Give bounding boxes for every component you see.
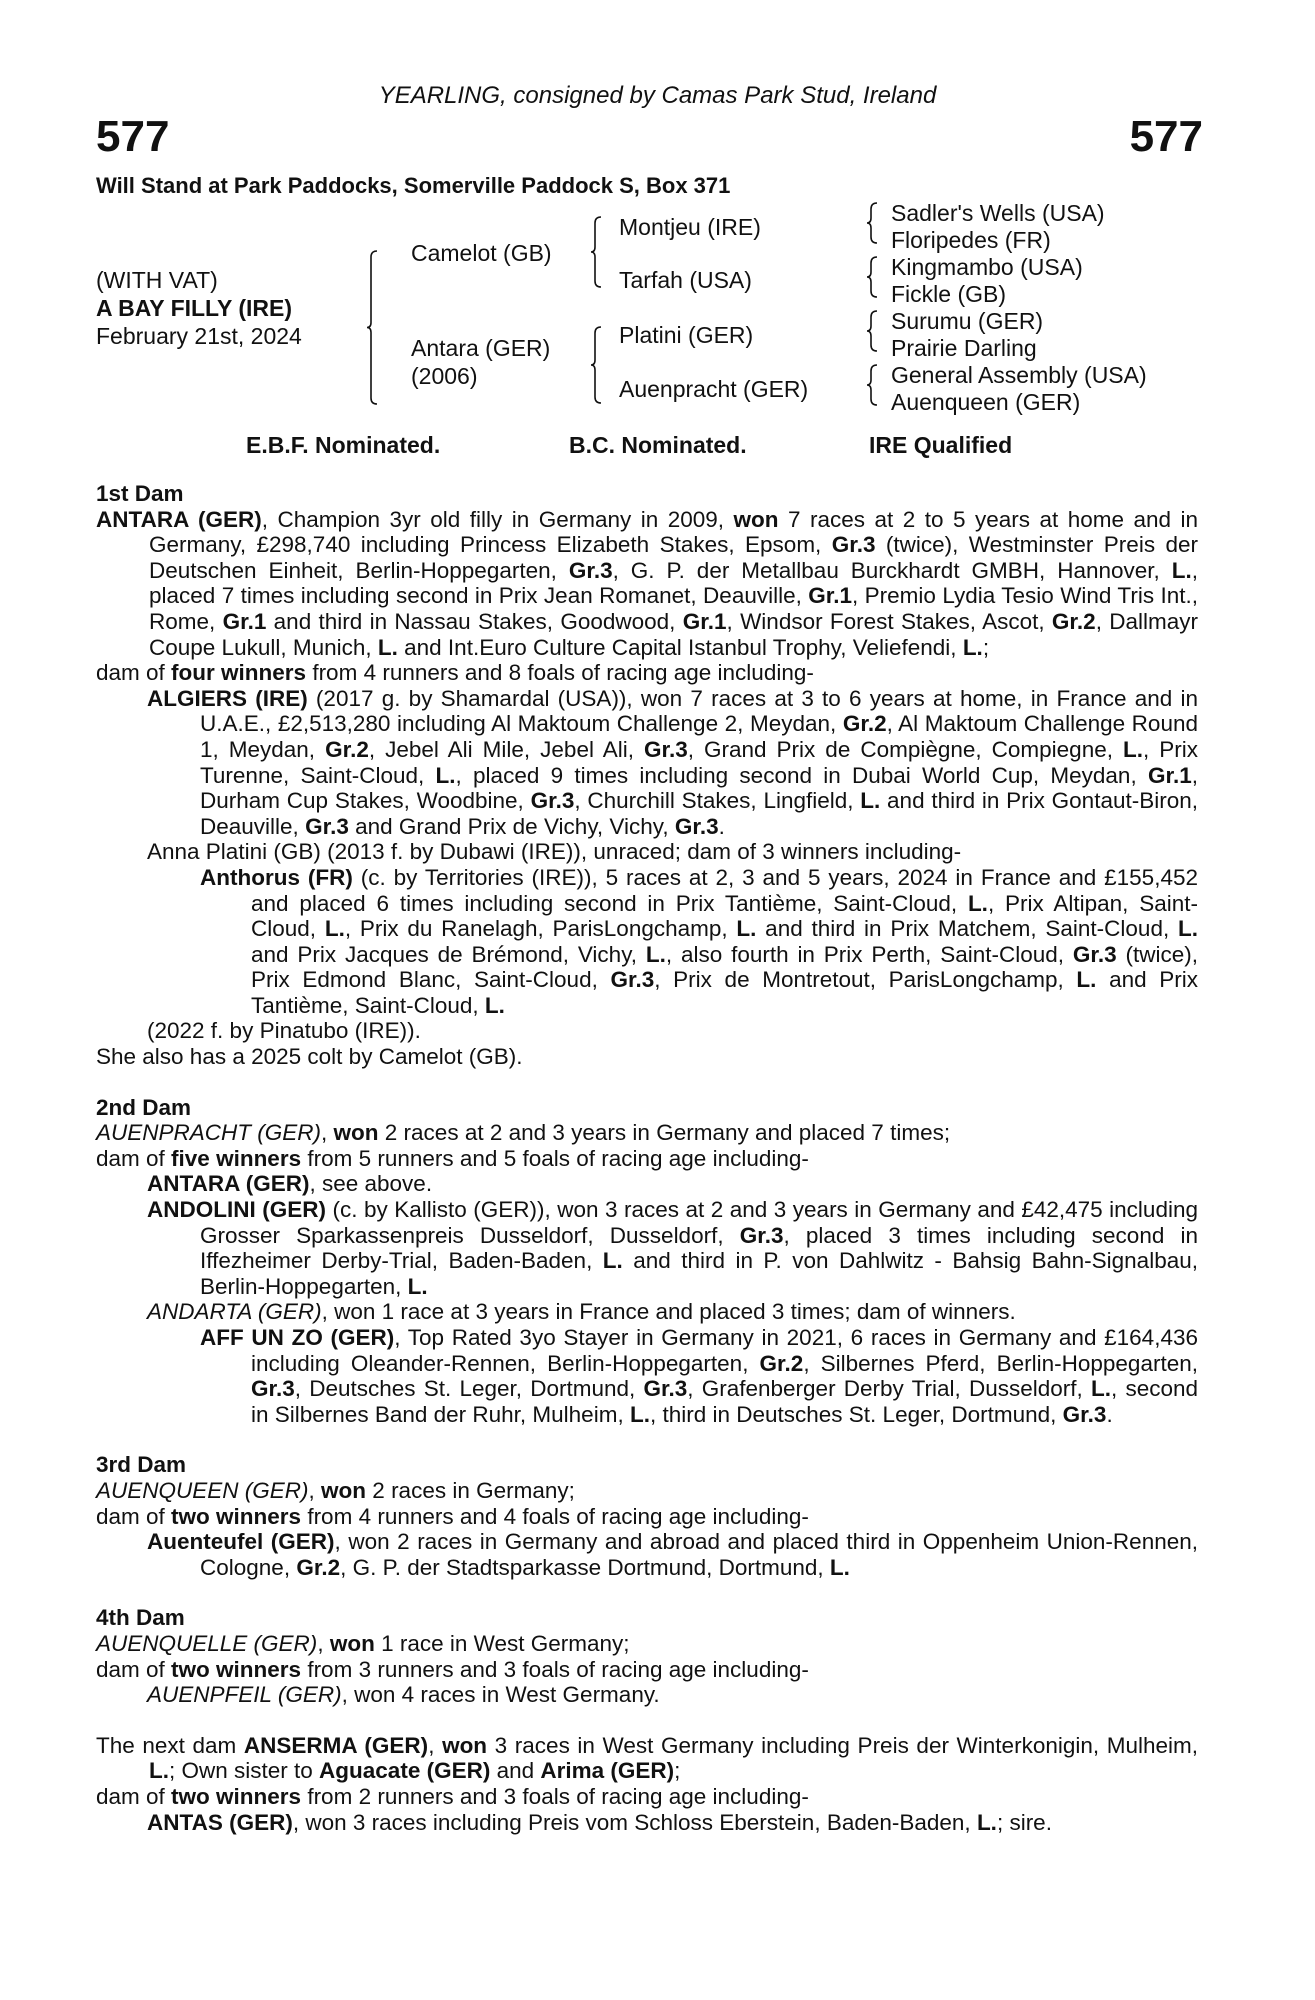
lot-number-right: 577 xyxy=(1129,112,1203,161)
great-grandparent: Fickle (GB) xyxy=(891,281,1006,307)
text: and Grand Prix de Vichy, Vichy, xyxy=(348,813,675,839)
pedigree-entry xyxy=(96,1631,1198,1657)
bold-text: Gr.3 xyxy=(305,813,349,839)
bold-text: Gr.2 xyxy=(296,1554,341,1580)
bold-text: ANSERMA (GER) xyxy=(243,1732,429,1758)
text: . xyxy=(718,813,725,839)
bold-text: Arima (GER) xyxy=(540,1758,675,1784)
great-grandparent: Auenqueen (GER) xyxy=(891,389,1081,415)
pedigree-entry xyxy=(96,839,1198,865)
bold-text: Gr.2 xyxy=(325,736,369,762)
text: Anna Platini (GB) (2013 f. by Dubawi (IRE)), unraced; dam of 3 winners including- xyxy=(147,839,962,865)
bold-text: Gr.3 xyxy=(1072,941,1117,967)
text: , see above. xyxy=(309,1171,433,1197)
text: from 4 runners and 8 foals of racing age including- xyxy=(306,660,814,686)
bold-text: L. xyxy=(435,762,456,788)
lot-number-left: 577 xyxy=(96,112,170,161)
great-grandparent: Surumu (GER) xyxy=(891,308,1044,334)
text: from 4 runners and 4 foals of racing age including- xyxy=(301,1503,809,1529)
bold-text: five winners xyxy=(171,1145,302,1171)
bold-text: Aguacate (GER) xyxy=(319,1758,491,1784)
text: (c. by Territories (IRE)), 5 races at 2, 3 and 5 years, 2024 in France and £155,452 and placed 6 times including second in Prix Tantième, Saint-Cloud, xyxy=(251,864,1198,916)
text: , xyxy=(321,1120,334,1146)
bold-text: L. xyxy=(324,916,345,942)
dam-dam: Auenpracht (GER) xyxy=(619,376,809,402)
text: ; xyxy=(674,1758,681,1784)
text: (twice), Prix Edmond Blanc, Saint-Cloud, xyxy=(251,941,1199,993)
text: from 5 runners and 5 foals of racing age including- xyxy=(301,1145,809,1171)
text: 3 races in West Germany including Preis der Winterkonigin, Mulheim, xyxy=(487,1732,1199,1758)
sire-sire: Montjeu (IRE) xyxy=(619,214,761,240)
section-heading: 4th Dam xyxy=(96,1605,185,1631)
bold-text: Gr.3 xyxy=(643,736,688,762)
bold-text: AFF UN ZO (GER) xyxy=(200,1325,395,1350)
section-heading: 2nd Dam xyxy=(96,1094,192,1120)
text: , Al Maktoum Challenge Round 1, Meydan, xyxy=(200,711,1198,762)
catalogue-subtitle: YEARLING, consigned by Camas Park Stud, Ireland xyxy=(378,82,937,109)
text: She also has a 2025 colt by Camelot (GB). xyxy=(96,1044,523,1070)
brace-2a xyxy=(590,216,604,288)
bold-text: L. xyxy=(645,941,666,967)
text: 1 race in West Germany; xyxy=(374,1630,630,1656)
text: The next dam xyxy=(96,1732,244,1758)
text: , placed 3 times including second in Iffezheimer Derby-Trial, Baden-Baden, xyxy=(200,1222,1198,1274)
italic-text: ANDARTA (GER) xyxy=(147,1299,322,1325)
bold-text: L. xyxy=(1171,557,1192,583)
bold-text: Gr.3 xyxy=(831,532,876,558)
vat-note: (WITH VAT) xyxy=(96,267,218,293)
horse-name: A BAY FILLY (IRE) xyxy=(96,295,292,321)
bold-text: ANTAS (GER) xyxy=(147,1809,293,1835)
sire-dam: Tarfah (USA) xyxy=(619,267,752,293)
bold-text: L. xyxy=(829,1554,850,1580)
text: dam of xyxy=(96,660,172,686)
italic-text: AUENPRACHT (GER) xyxy=(96,1120,322,1146)
text: , Grafenberger Derby Trial, Dusseldorf, xyxy=(687,1376,1091,1402)
text: , won 3 races including Preis vom Schloss Eberstein, Baden-Baden, xyxy=(292,1809,977,1835)
bold-text: L. xyxy=(1122,736,1143,762)
text: (2017 g. by Shamardal (USA)), won 7 races at 3 to 6 years at home, in France and in U.A.E., £2,513,280 including Al Maktoum Challenge 2, Meydan, xyxy=(200,685,1198,737)
great-grandparent: Floripedes (FR) xyxy=(891,227,1051,253)
bold-text: L. xyxy=(976,1809,997,1835)
brace-2b xyxy=(590,326,604,404)
bold-text: won xyxy=(442,1732,488,1758)
bold-text: Gr.1 xyxy=(1147,762,1192,788)
text: , Prix de Montretout, ParisLongchamp, xyxy=(654,967,1077,993)
brace-3a xyxy=(866,202,880,244)
text: from 2 runners and 3 foals of racing age including- xyxy=(301,1783,809,1809)
dam-sire: Platini (GER) xyxy=(619,322,754,348)
great-grandparent: Sadler's Wells (USA) xyxy=(891,200,1105,226)
pedigree-entry xyxy=(96,507,1198,661)
bold-text: L. xyxy=(736,916,757,942)
text: , Premio Lydia Tesio Wind Tris Int., Rome, xyxy=(149,583,1198,634)
bold-text: Gr.3 xyxy=(643,1376,688,1402)
text: , xyxy=(428,1732,443,1758)
pedigree-entry xyxy=(96,865,1198,1019)
bold-text: L. xyxy=(1076,967,1097,993)
bold-text: won xyxy=(329,1630,375,1656)
text: , Silbernes Pferd, Berlin-Hoppegarten, xyxy=(803,1350,1198,1376)
bold-text: ANDOLINI (GER) xyxy=(147,1197,326,1223)
text: , Windsor Forest Stakes, Ascot, xyxy=(726,608,1052,634)
bc-nomination: B.C. Nominated. xyxy=(569,432,747,458)
text: (2022 f. by Pinatubo (IRE)). xyxy=(147,1018,421,1044)
text: , G. P. der Metallbau Burckhardt GMBH, Hannover, xyxy=(612,557,1172,583)
text: and Int.Euro Culture Capital Istanbul Trophy, Veliefendi, xyxy=(397,634,963,660)
pedigree-entry xyxy=(96,1299,1198,1325)
text: 2 races in Germany; xyxy=(366,1477,575,1503)
bold-text: two winners xyxy=(171,1656,302,1682)
text: , Prix Altipan, Saint-Cloud, xyxy=(251,890,1198,942)
text: and xyxy=(490,1758,541,1784)
text: 7 races at 2 to 5 years at home and in Germany, £298,740 including Princess Elizabeth Stakes, Epsom, xyxy=(149,506,1198,558)
bold-text: L. xyxy=(860,788,881,814)
text: and third in Prix Gontaut-Biron, Deauville, xyxy=(200,788,1198,839)
bold-text: L. xyxy=(1090,1376,1111,1402)
bold-text: Gr.2 xyxy=(1051,608,1096,634)
bold-text: Gr.1 xyxy=(222,608,267,634)
section-heading: 1st Dam xyxy=(96,481,184,506)
bold-text: Gr.2 xyxy=(842,711,887,737)
text: , won 2 races in Germany and abroad and placed third in Oppenheim Union-Rennen, Cologne, xyxy=(200,1529,1198,1580)
dam-section xyxy=(96,481,1198,1070)
dam: Antara (GER) xyxy=(411,335,551,361)
ebf-nomination: E.B.F. Nominated. xyxy=(246,432,441,458)
text: , second in Silbernes Band der Ruhr, Mulheim, xyxy=(251,1376,1198,1427)
text: , Dallmayr Coupe Lukull, Munich, xyxy=(149,608,1199,660)
bold-text: L. xyxy=(962,634,983,660)
text: dam of xyxy=(96,1145,172,1171)
text: , xyxy=(317,1630,330,1656)
text: ; xyxy=(982,634,990,660)
brace-3b xyxy=(866,256,880,298)
pedigree-entry xyxy=(96,1325,1198,1427)
text: and third in Prix Matchem, Saint-Cloud, xyxy=(756,916,1178,942)
text: , also fourth in Prix Perth, Saint-Cloud, xyxy=(665,941,1073,967)
brace-1 xyxy=(366,250,380,405)
text: ; sire. xyxy=(996,1809,1052,1835)
text: 2 races at 2 and 3 years in Germany and placed 7 times; xyxy=(378,1120,951,1146)
bold-text: L. xyxy=(967,890,988,916)
text: , Grand Prix de Compiègne, Compiegne, xyxy=(687,736,1123,762)
dam-section xyxy=(96,1452,1198,1580)
bold-text: Gr.3 xyxy=(674,813,719,839)
text: and Prix Jacques de Brémond, Vichy, xyxy=(251,941,646,967)
dam-section xyxy=(96,1605,1198,1707)
text: , placed 9 times including second in Dubai World Cup, Meydan, xyxy=(455,762,1148,788)
pedigree-entry xyxy=(96,1784,1198,1810)
great-grandparent: Kingmambo (USA) xyxy=(891,254,1083,280)
pedigree-entry xyxy=(96,1044,1198,1070)
bold-text: won xyxy=(321,1477,367,1503)
text: , placed 7 times including second in Prix Jean Romanet, Deauville, xyxy=(149,557,1198,609)
bold-text: Gr.3 xyxy=(568,557,613,583)
text: , Durham Cup Stakes, Woodbine, xyxy=(200,762,1198,814)
dam-section xyxy=(96,1095,1198,1428)
text: ; Own sister to xyxy=(169,1758,320,1784)
bold-text: won xyxy=(333,1120,379,1146)
pedigree-entry xyxy=(96,1478,1198,1504)
text: , Deutsches St. Leger, Dortmund, xyxy=(294,1376,644,1402)
pedigree-entry xyxy=(96,1197,1198,1299)
bold-text: Gr.1 xyxy=(682,608,727,634)
pedigree-entry xyxy=(96,660,1198,686)
text: , Churchill Stakes, Lingfield, xyxy=(574,788,861,814)
bold-text: won xyxy=(733,506,779,532)
pedigree-entry xyxy=(96,1810,1198,1836)
text: , third in Deutsches St. Leger, Dortmund, xyxy=(649,1401,1063,1427)
great-grandparent: Prairie Darling xyxy=(891,335,1037,361)
bold-text: Auenteufel (GER) xyxy=(147,1529,335,1555)
bold-text: Gr.3 xyxy=(530,788,575,814)
pedigree-entry xyxy=(96,1504,1198,1530)
bold-text: L. xyxy=(602,1248,623,1274)
text: (c. by Kallisto (GER)), won 3 races at 2 and 3 years in Germany and £42,475 including Grosser Sparkassenpreis Dusseldorf, Dusseldorf, xyxy=(200,1197,1198,1248)
section-heading: 3rd Dam xyxy=(96,1452,187,1478)
text: dam of xyxy=(96,1783,172,1809)
bold-text: two winners xyxy=(171,1503,302,1529)
stand-location: Will Stand at Park Paddocks, Somerville Paddock S, Box 371 xyxy=(96,173,731,198)
bold-text: two winners xyxy=(171,1783,302,1809)
italic-text: AUENQUELLE (GER) xyxy=(96,1630,318,1656)
text: , won 4 races in West Germany. xyxy=(341,1682,660,1708)
text: , G. P. der Stadtsparkasse Dortmund, Dortmund, xyxy=(340,1554,830,1580)
bold-text: L. xyxy=(149,1758,169,1784)
pedigree-entry xyxy=(96,1682,1198,1708)
pedigree-entry xyxy=(96,1146,1198,1172)
bold-text: ANTARA (GER) xyxy=(147,1171,310,1197)
bold-text: L. xyxy=(407,1273,428,1299)
bold-text: Gr.2 xyxy=(759,1350,804,1376)
pedigree-entry xyxy=(96,1018,1198,1044)
brace-3c xyxy=(866,310,880,352)
bold-text: Anthorus (FR) xyxy=(200,864,353,890)
dam-year: (2006) xyxy=(411,363,478,389)
bold-text: Gr.3 xyxy=(610,967,655,993)
foaling-date: February 21st, 2024 xyxy=(96,323,302,349)
bold-text: L. xyxy=(629,1401,650,1427)
text: , Top Rated 3yo Stayer in Germany in 2021, 6 races in Germany and £164,436 including Oleander-Rennen, Berlin-Hoppegarten, xyxy=(251,1325,1198,1376)
bold-text: Gr.3 xyxy=(739,1222,784,1248)
bold-text: four winners xyxy=(171,660,307,686)
bold-text: ANTARA (GER) xyxy=(96,506,262,532)
pedigree-entry xyxy=(96,686,1198,840)
text: . xyxy=(1106,1401,1113,1427)
bold-text: L. xyxy=(377,634,398,660)
bold-text: Gr.3 xyxy=(1062,1401,1107,1427)
text: , Prix Turenne, Saint-Cloud, xyxy=(200,736,1198,788)
sire: Camelot (GB) xyxy=(411,240,552,266)
dam-section xyxy=(96,1733,1198,1835)
bold-text: ALGIERS (IRE) xyxy=(147,685,308,711)
italic-text: AUENPFEIL (GER) xyxy=(147,1682,342,1708)
pedigree-entry xyxy=(96,1171,1198,1197)
text: and third in Nassau Stakes, Goodwood, xyxy=(266,608,683,634)
text: dam of xyxy=(96,1503,172,1529)
text: , Prix du Ranelagh, ParisLongchamp, xyxy=(344,916,737,942)
bold-text: Gr.3 xyxy=(251,1376,295,1402)
great-grandparent: General Assembly (USA) xyxy=(891,362,1147,388)
text: dam of xyxy=(96,1656,172,1682)
text: , won 1 race at 3 years in France and placed 3 times; dam of winners. xyxy=(321,1299,1016,1325)
text: and Prix Tantième, Saint-Cloud, xyxy=(251,967,1198,1018)
pedigree-entry xyxy=(96,1120,1198,1146)
bold-text: L. xyxy=(484,992,505,1018)
pedigree-entry xyxy=(96,1529,1198,1580)
pedigree-entry xyxy=(96,1657,1198,1683)
brace-3d xyxy=(866,364,880,406)
text: , Champion 3yr old filly in Germany in 2009, xyxy=(261,506,734,532)
bold-text: L. xyxy=(1178,916,1198,942)
italic-text: AUENQUEEN (GER) xyxy=(96,1477,309,1503)
text: , xyxy=(308,1477,322,1503)
text: from 3 runners and 3 foals of racing age including- xyxy=(301,1656,809,1682)
text: , Jebel Ali Mile, Jebel Ali, xyxy=(368,736,644,762)
pedigree-entry xyxy=(96,1733,1198,1784)
ire-qualification: IRE Qualified xyxy=(869,432,1013,458)
produce-record xyxy=(96,481,1198,1835)
text: (twice), Westminster Preis der Deutschen Einheit, Berlin-Hoppegarten, xyxy=(149,532,1198,583)
bold-text: Gr.1 xyxy=(808,583,853,609)
text: and third in P. von Dahlwitz - Bahsig Bahn-Signalbau, Berlin-Hoppegarten, xyxy=(200,1248,1198,1299)
